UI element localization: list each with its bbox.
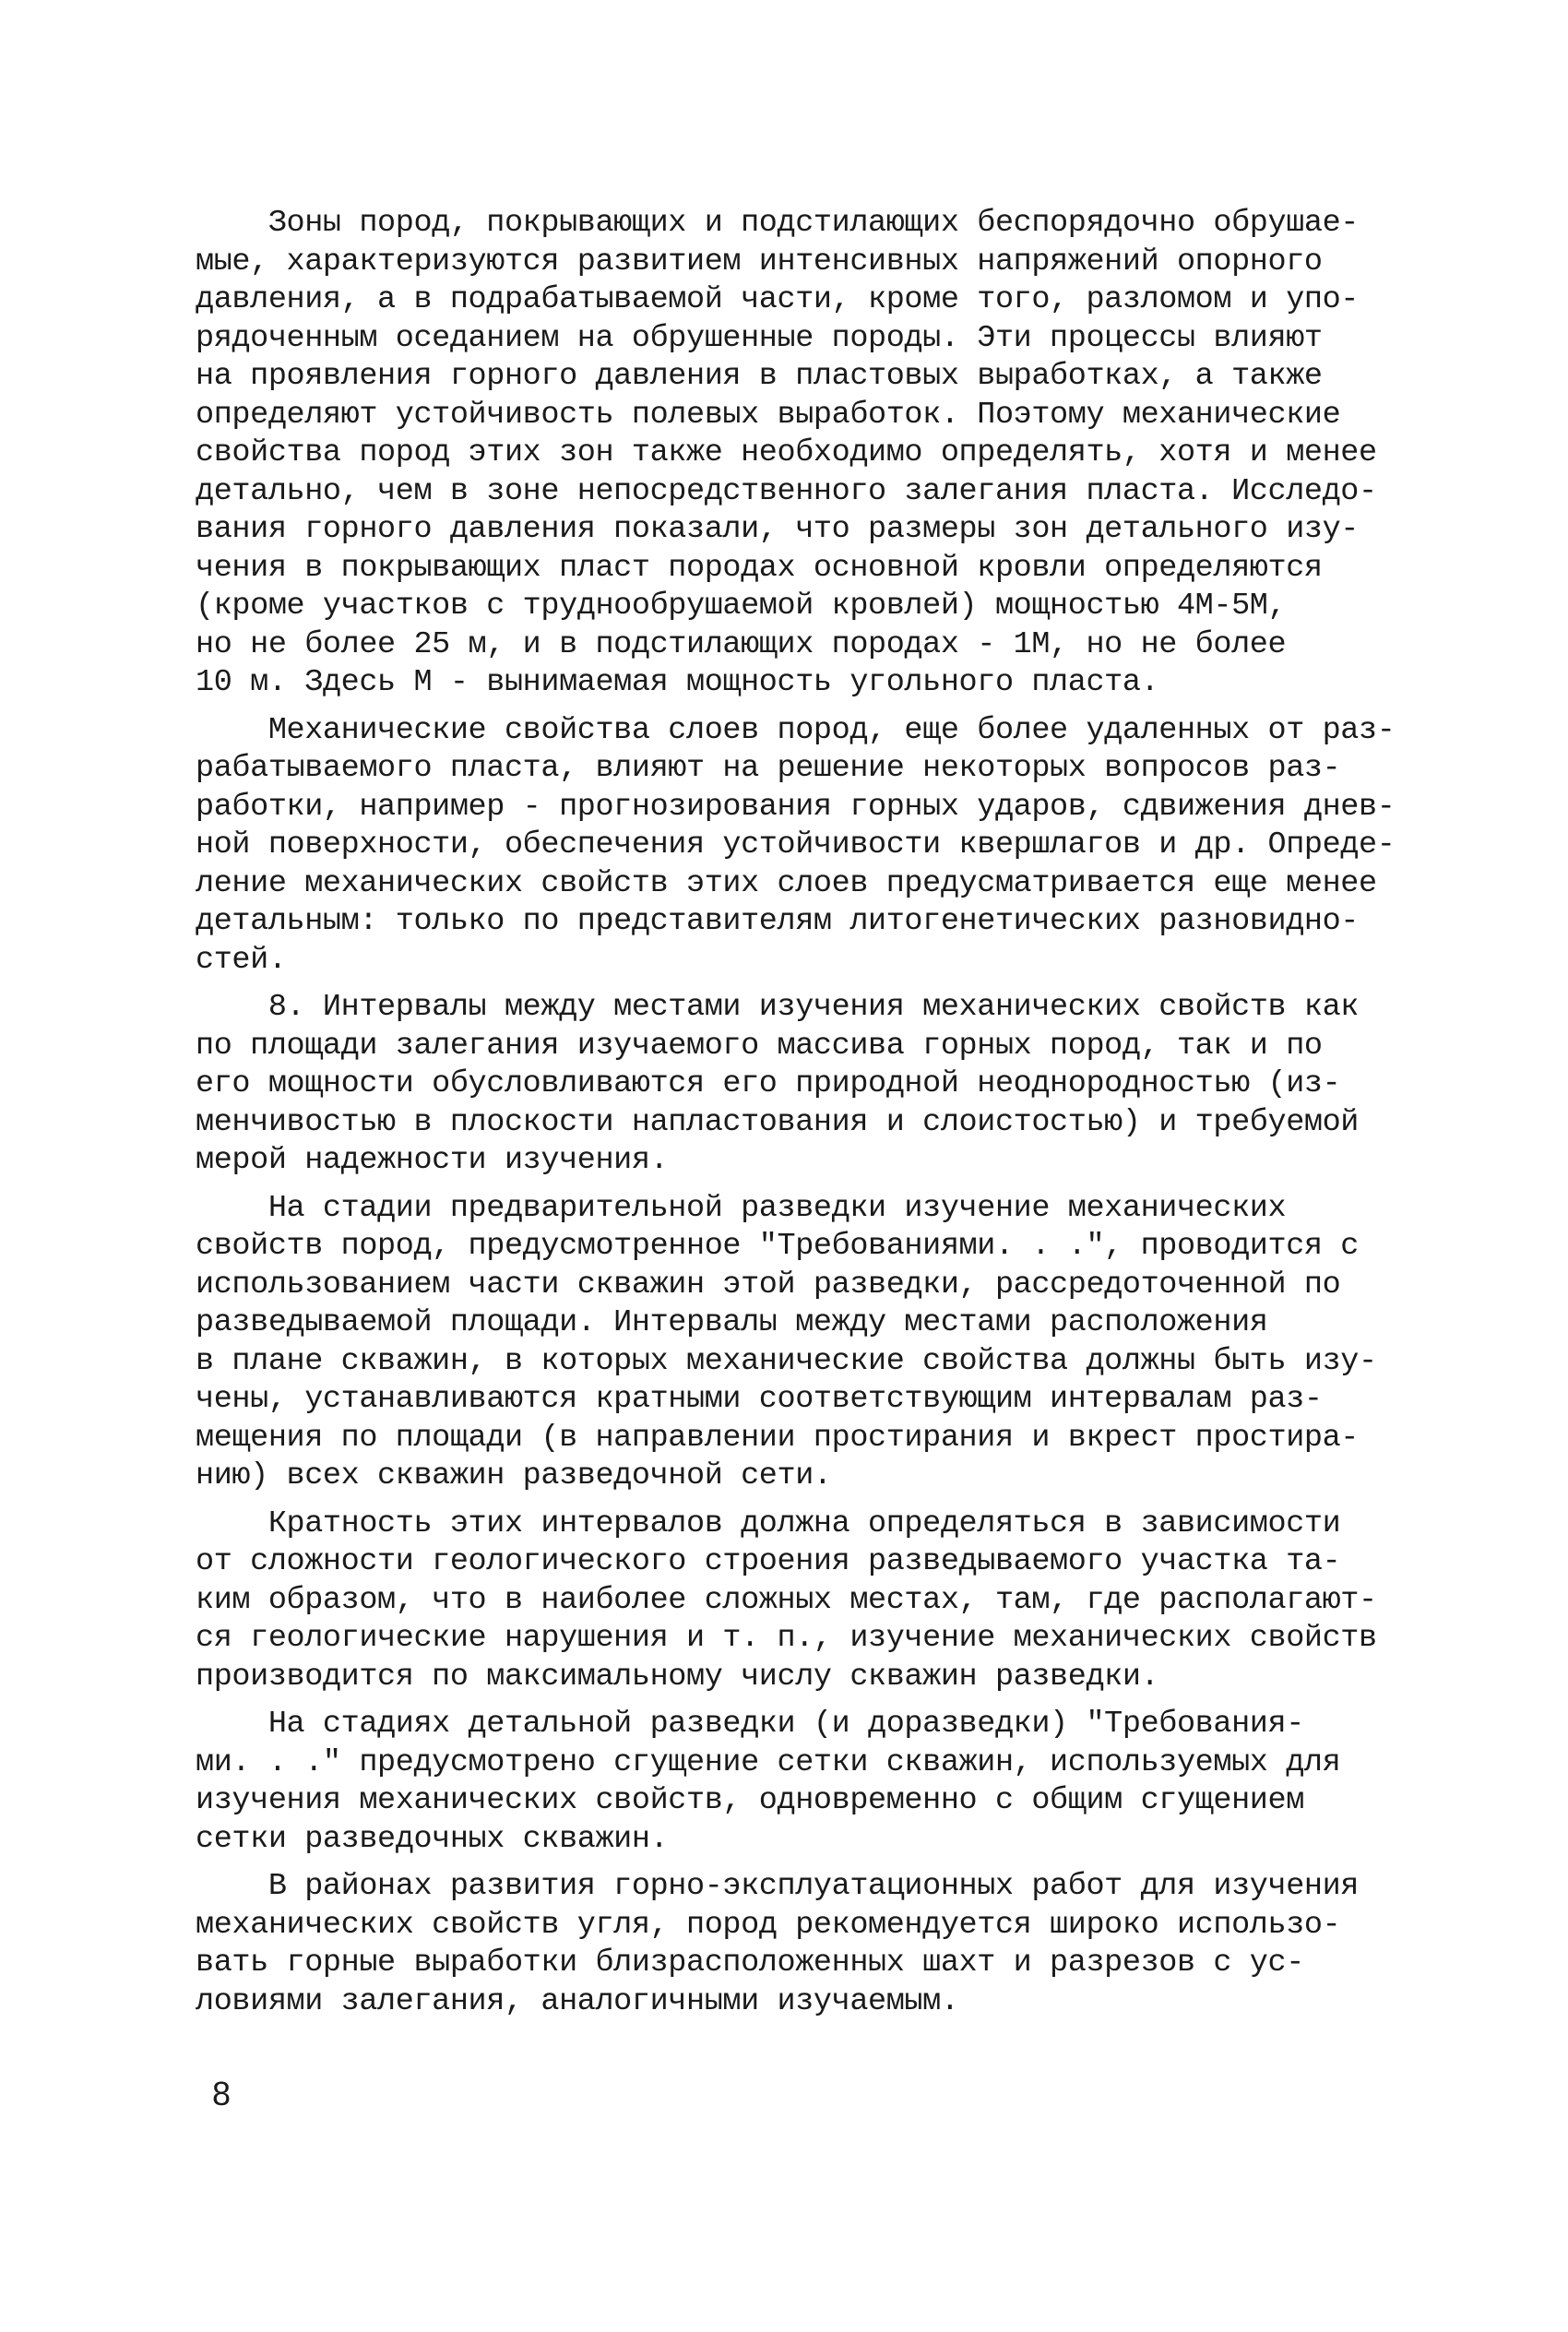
text-line: сетки разведочных скважин. bbox=[196, 1821, 669, 1857]
text-line: чения в покрывающих пласт породах основной кровли определяются bbox=[196, 550, 1323, 586]
text-line: вания горного давления показали, что размеры зон детального изу- bbox=[196, 512, 1360, 547]
text-line: На стадии предварительной разведки изучение механических bbox=[196, 1190, 1287, 1226]
text-line: определяют устойчивость полевых выработок. Поэтому механические bbox=[196, 397, 1341, 433]
paragraph bbox=[196, 205, 1404, 703]
text-line: изучения механических свойств, одновременно с общим сгущением bbox=[196, 1783, 1304, 1818]
text-line: в плане скважин, в которых механические свойства должны быть изу- bbox=[196, 1343, 1377, 1379]
text-line: свойств пород, предусмотренное "Требованиями. . .", проводится с bbox=[196, 1229, 1360, 1264]
text-line: ми. . ." предусмотрено сгущение сетки скважин, используемых для bbox=[196, 1744, 1341, 1780]
page-body bbox=[196, 205, 1404, 2030]
text-line: рабатываемого пласта, влияют на решение некоторых вопросов раз- bbox=[196, 751, 1341, 786]
text-line: Механические свойства слоев пород, еще более удаленных от раз- bbox=[196, 712, 1396, 748]
text-line: На стадиях детальной разведки (и доразведки) "Требования- bbox=[196, 1707, 1304, 1742]
paragraph bbox=[196, 1706, 1404, 1859]
page-number: 8 bbox=[212, 2075, 232, 2112]
text-line: рядоченным оседанием на обрушенные породы. Эти процессы влияют bbox=[196, 320, 1323, 356]
text-line: Кратность этих интервалов должна определяться в зависимости bbox=[196, 1505, 1341, 1541]
paragraph bbox=[196, 1505, 1404, 1697]
text-line: мерой надежности изучения. bbox=[196, 1143, 669, 1178]
paragraph bbox=[196, 1868, 1404, 2021]
text-line: ной поверхности, обеспечения устойчивости квершлагов и др. Опреде- bbox=[196, 827, 1396, 863]
text-line: ким образом, что в наиболее сложных местах, там, где располагают- bbox=[196, 1582, 1377, 1618]
text-line: детальным: только по представителям литогенетических разновидно- bbox=[196, 904, 1360, 939]
text-line: ловиями залегания, аналогичными изучаемым. bbox=[196, 1983, 959, 2019]
text-line: использованием части скважин этой разведки, рассредоточенной по bbox=[196, 1267, 1341, 1303]
text-line: вать горные выработки близрасположенных шахт и разрезов с ус- bbox=[196, 1945, 1304, 1981]
text-line: разведываемой площади. Интервалы между местами расположения bbox=[196, 1305, 1268, 1340]
text-line: мещения по площади (в направлении простирания и вкрест простира- bbox=[196, 1420, 1360, 1456]
text-line: (кроме участков с труднообрушаемой кровлей) мощностью 4М-5М, bbox=[196, 589, 1287, 624]
paragraph bbox=[196, 989, 1404, 1181]
text-line: 8. Интервалы между местами изучения механических свойств как bbox=[196, 990, 1360, 1025]
text-line: ся геологические нарушения и т. п., изучение механических свойств bbox=[196, 1621, 1377, 1656]
text-line: В районах развития горно-эксплуатационных работ для изучения bbox=[196, 1869, 1360, 1904]
text-line: чены, устанавливаются кратными соответствующим интервалам раз- bbox=[196, 1382, 1323, 1417]
text-line: но не более 25 м, и в подстилающих породах - 1М, но не более bbox=[196, 626, 1287, 662]
text-line: детально, чем в зоне непосредственного залегания пласта. Исследо- bbox=[196, 473, 1377, 509]
text-line: работки, например - прогнозирования горных ударов, сдвижения днев- bbox=[196, 789, 1396, 825]
paragraph bbox=[196, 712, 1404, 981]
text-line: от сложности геологического строения разведываемого участка та- bbox=[196, 1544, 1341, 1579]
text-line: менчивостью в плоскости напластования и слоистостью) и требуемой bbox=[196, 1104, 1360, 1140]
text-line: давления, а в подрабатываемой части, кроме того, разломом и упо- bbox=[196, 282, 1360, 317]
paragraph bbox=[196, 1190, 1404, 1496]
text-line: Зоны пород, покрывающих и подстилающих беспорядочно обрушае- bbox=[196, 206, 1360, 241]
text-line: стей. bbox=[196, 942, 287, 978]
text-line: на проявления горного давления в пластовых выработках, а также bbox=[196, 359, 1323, 394]
text-line: производится по максимальному числу скважин разведки. bbox=[196, 1659, 1159, 1695]
text-line: 10 м. Здесь М - вынимаемая мощность угольного пласта. bbox=[196, 665, 1159, 700]
text-line: нию) всех скважин разведочной сети. bbox=[196, 1458, 832, 1493]
text-line: ление механических свойств этих слоев предусматривается еще менее bbox=[196, 865, 1377, 901]
text-line: его мощности обусловливаются его природной неоднородностью (из- bbox=[196, 1066, 1341, 1101]
text-line: свойства пород этих зон также необходимо определять, хотя и менее bbox=[196, 435, 1377, 470]
text-line: по площади залегания изучаемого массива горных пород, так и по bbox=[196, 1028, 1323, 1064]
text-line: мые, характеризуются развитием интенсивных напряжений опорного bbox=[196, 244, 1323, 280]
text-line: механических свойств угля, пород рекомендуется широко использо- bbox=[196, 1907, 1341, 1943]
